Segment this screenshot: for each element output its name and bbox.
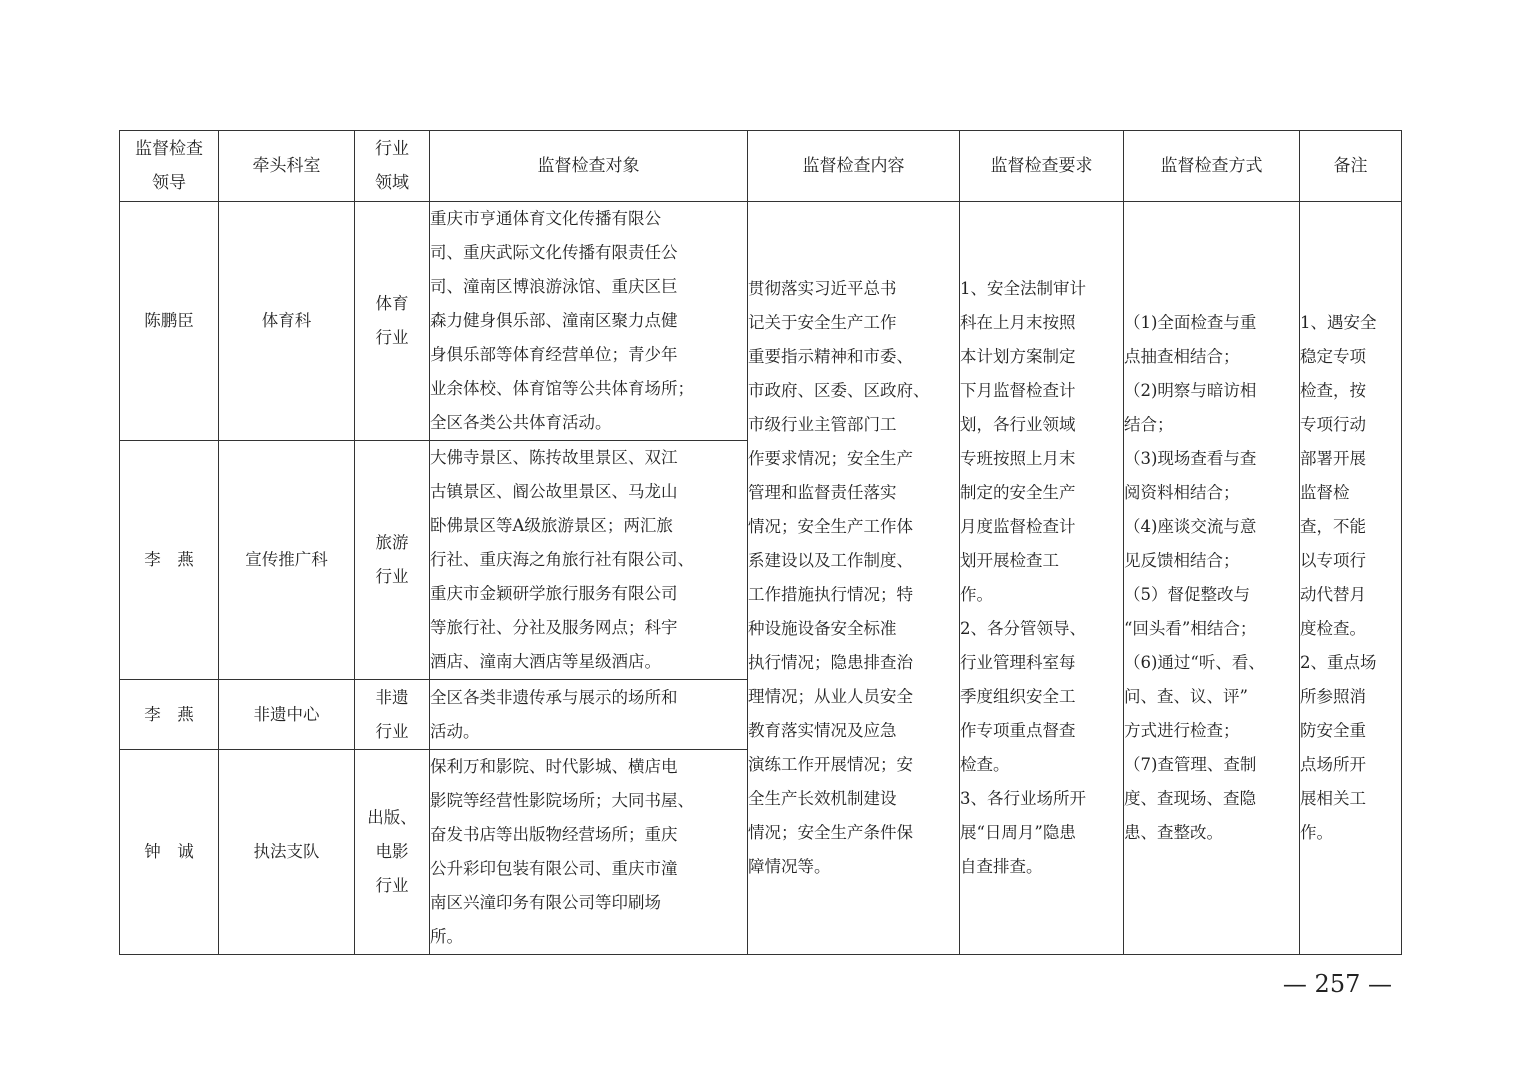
leader-cell: 李 燕 — [120, 441, 219, 680]
dept-cell: 宣传推广科 — [219, 441, 355, 680]
supervision-table — [119, 130, 1402, 955]
industry-cell: 出版、 电影 行业 — [355, 750, 430, 955]
dept-cell: 体育科 — [219, 202, 355, 441]
table-row — [120, 202, 1402, 441]
header-note: 备注 — [1300, 131, 1402, 202]
header-row — [120, 131, 1402, 202]
requirement-cell: 1、安全法制审计 科在上月末按照 本计划方案制定 下月监督检查计 划，各行业领域 专班按照上月末 制定的安全生产 月度监督检查计 划开展检查工 作。 2、各分管领导、 行业管理科室每 季度组织安全工 作专项重点督查 检查。 3、各行业场所开 展“日周月”隐患 自查排查。 — [960, 202, 1124, 955]
method-cell: （1)全面检查与重 点抽查相结合； （2)明察与暗访相 结合； （3)现场查看与查 阅资料相结合； （4)座谈交流与意 见反馈相结合； （5）督促整改与 “回头看”相结合； （6)通过“听、看、 问、查、议、评” 方式进行检查； （7)查管理、查制 度、查现场、查隐 患、查整改。 — [1124, 202, 1300, 955]
header-dept: 牵头科室 — [219, 131, 355, 202]
header-content: 监督检查内容 — [748, 131, 960, 202]
object-cell: 大佛寺景区、陈抟故里景区、双江 古镇景区、阍公故里景区、马龙山 卧佛景区等A级旅游景区；两汇旅 行社、重庆海之角旅行社有限公司、 重庆市金颖研学旅行服务有限公司 等旅行社、分社及服务网点；科宇 酒店、潼南大酒店等星级酒店。 — [430, 441, 748, 680]
header-object: 监督检查对象 — [430, 131, 748, 202]
industry-cell: 旅游 行业 — [355, 441, 430, 680]
header-leader: 监督检查 领导 — [120, 131, 219, 202]
leader-cell: 陈鹏臣 — [120, 202, 219, 441]
leader-cell: 钟 诚 — [120, 750, 219, 955]
note-cell: 1、遇安全 稳定专项 检查，按 专项行动 部署开展 监督检 查，不能 以专项行 动代替月 度检查。 2、重点场 所参照消 防安全重 点场所开 展相关工 作。 — [1300, 202, 1402, 955]
header-method: 监督检查方式 — [1124, 131, 1300, 202]
header-industry: 行业 领域 — [355, 131, 430, 202]
leader-cell: 李 燕 — [120, 680, 219, 750]
content-cell: 贯彻落实习近平总书 记关于安全生产工作 重要指示精神和市委、 市政府、区委、区政府、 市级行业主管部门工 作要求情况；安全生产 管理和监督责任落实 情况；安全生产工作体 系建设以及工作制度、 工作措施执行情况；特 种设施设备安全标准 执行情况；隐患排查治 理情况；从业人员安全 教育落实情况及应急 演练工作开展情况；安 全生产长效机制建设 情况；安全生产条件保 障情况等。 — [748, 202, 960, 955]
industry-cell: 体育 行业 — [355, 202, 430, 441]
object-cell: 重庆市亨通体育文化传播有限公 司、重庆武际文化传播有限责任公 司、潼南区博浪游泳馆、重庆区巨 森力健身俱乐部、潼南区聚力点健 身俱乐部等体育经营单位；青少年 业余体校、体育馆等公共体育场所； 全区各类公共体育活动。 — [430, 202, 748, 441]
industry-cell: 非遗 行业 — [355, 680, 430, 750]
header-requirement: 监督检查要求 — [960, 131, 1124, 202]
dept-cell: 非遗中心 — [219, 680, 355, 750]
object-cell: 保利万和影院、时代影城、横店电 影院等经营性影院场所；大同书屋、 奋发书店等出版物经营场所；重庆 公升彩印包装有限公司、重庆市潼 南区兴潼印务有限公司等印刷场 所。 — [430, 750, 748, 955]
object-cell: 全区各类非遗传承与展示的场所和 活动。 — [430, 680, 748, 750]
dept-cell: 执法支队 — [219, 750, 355, 955]
page-number: — 257 — — [1282, 970, 1392, 998]
